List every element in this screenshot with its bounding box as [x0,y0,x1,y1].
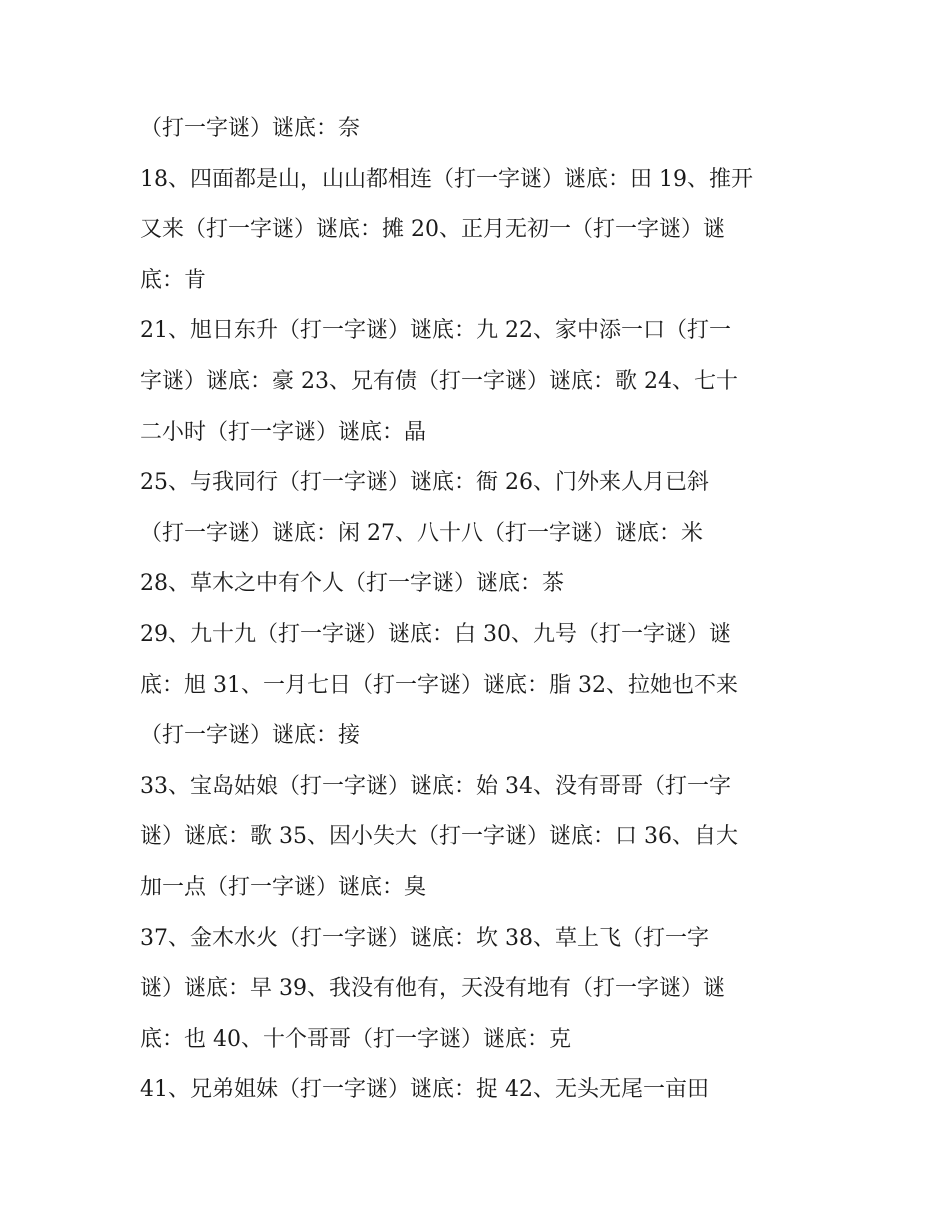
riddle-text-body [140,104,820,1116]
text-line: 谜）谜底：早 39、我没有他有，天没有地有（打一字谜）谜 [140,976,725,1002]
text-line: 底：也 40、十个哥哥（打一字谜）谜底：克 [140,1026,571,1052]
text-line: 字谜）谜底：豪 23、兄有债（打一字谜）谜底：歌 24、七十 [140,368,738,394]
text-line: 底：肯 [140,267,207,293]
text-line: （打一字谜）谜底：奈 [140,116,361,141]
text-line: 二小时（打一字谜）谜底：晶 [140,419,427,445]
text-line: 41、兄弟姐妹（打一字谜）谜底：捉 42、无头无尾一亩田 [140,1077,709,1103]
text-line: （打一字谜）谜底：闲 27、八十八（打一字谜）谜底：米 [140,520,703,546]
text-line: 28、草木之中有个人（打一字谜）谜底：茶 [140,571,564,597]
text-line: 21、旭日东升（打一字谜）谜底：九 22、家中添一口（打一 [140,318,731,344]
text-line: 加一点（打一字谜）谜底：臭 [140,874,427,900]
text-line: 底：旭 31、一月七日（打一字谜）谜底：脂 32、拉她也不来 [140,672,738,698]
text-line: （打一字谜）谜底：接 [140,723,361,749]
text-line: 29、九十九（打一字谜）谜底：白 30、九号（打一字谜）谜 [140,621,731,647]
text-line: 18、四面都是山，山山都相连（打一字谜）谜底：田 19、推开 [140,166,753,192]
text-line: 33、宝岛姑娘（打一字谜）谜底：始 34、没有哥哥（打一字 [140,773,731,799]
text-line: 谜）谜底：歌 35、因小失大（打一字谜）谜底：口 36、自大 [140,824,738,850]
text-line: 又来（打一字谜）谜底：摊 20、正月无初一（打一字谜）谜 [140,217,725,243]
text-line: 37、金木水火（打一字谜）谜底：坎 38、草上飞（打一字 [140,925,709,951]
text-line: 25、与我同行（打一字谜）谜底：衙 26、门外来人月已斜 [140,470,709,496]
